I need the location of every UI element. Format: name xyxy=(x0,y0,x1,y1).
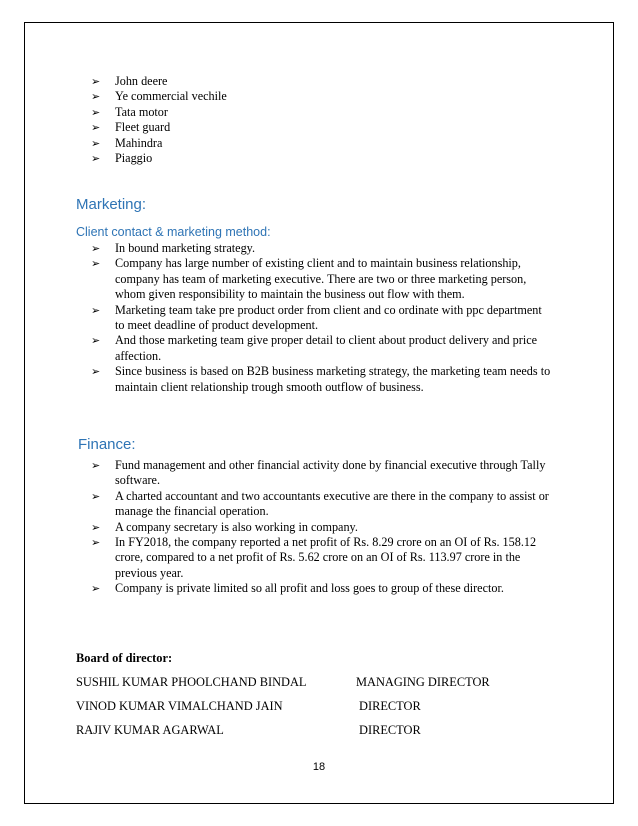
list-item xyxy=(91,74,227,89)
list-item-text: Mahindra xyxy=(115,135,163,150)
arrow-bullet-icon: ➢ xyxy=(91,303,101,317)
arrow-bullet-icon: ➢ xyxy=(91,536,101,550)
arrow-bullet-icon: ➢ xyxy=(91,365,101,379)
list-item-text: Piaggio xyxy=(115,151,153,166)
arrow-bullet-icon: ➢ xyxy=(91,242,101,255)
list-item-line: maintain client relationship trough smooth outflow of business. xyxy=(115,379,424,394)
list-item-line: to meet deadline of product development. xyxy=(115,318,319,333)
arrow-bullet-icon: ➢ xyxy=(91,75,101,88)
arrow-bullet-icon: ➢ xyxy=(91,121,101,135)
list-item xyxy=(91,489,549,520)
list-item-line: A company secretary is also working in company. xyxy=(115,519,358,534)
list-item xyxy=(91,333,550,364)
list-item xyxy=(91,241,550,256)
director-role: DIRECTOR xyxy=(359,723,421,737)
list-item-line: previous year. xyxy=(115,565,184,580)
list-item xyxy=(91,458,549,489)
list-item-line: Since business is based on B2B business marketing strategy, the marketing team needs to xyxy=(115,364,551,379)
director-name: VINOD KUMAR VIMALCHAND JAIN xyxy=(76,699,283,713)
list-item xyxy=(91,581,549,596)
list-item-line: affection. xyxy=(115,348,162,363)
arrow-bullet-icon: ➢ xyxy=(91,90,101,104)
director-role: DIRECTOR xyxy=(359,699,421,713)
arrow-bullet-icon: ➢ xyxy=(91,152,101,166)
list-item-line: Company is private limited so all profit and loss goes to group of these director. xyxy=(115,581,504,596)
list-item xyxy=(91,303,550,334)
list-item-text: John deere xyxy=(115,74,168,88)
list-item-line: manage the financial operation. xyxy=(115,504,269,519)
marketing-heading: Marketing: xyxy=(76,196,147,213)
list-item-line: Company has large number of existing client and to maintain business relationship, xyxy=(115,256,521,271)
list-item-line: whom given responsibility to maintain the business out flow with them. xyxy=(115,287,465,302)
arrow-bullet-icon: ➢ xyxy=(91,489,101,503)
company-list xyxy=(91,74,227,166)
list-item-line: crore, compared to a net profit of Rs. 5.62 crore on an OI of Rs. 113.97 crore in the xyxy=(115,550,521,565)
arrow-bullet-icon: ➢ xyxy=(91,334,101,348)
arrow-bullet-icon: ➢ xyxy=(91,582,101,596)
list-item-line: software. xyxy=(115,473,161,488)
board-heading: Board of director: xyxy=(76,651,173,665)
finance-heading: Finance: xyxy=(78,436,136,453)
list-item xyxy=(91,520,549,535)
list-item xyxy=(91,535,549,581)
list-item xyxy=(91,120,227,135)
list-item-line: A charted accountant and two accountants executive are there in the company to assist or xyxy=(115,488,549,503)
list-item-line: And those marketing team give proper detail to client about product delivery and price xyxy=(115,333,538,348)
director-name: RAJIV KUMAR AGARWAL xyxy=(76,723,224,737)
list-item-text: Tata motor xyxy=(115,104,168,119)
list-item-line: company has team of marketing executive. There are two or three marketing person, xyxy=(115,271,527,286)
list-item-line: In FY2018, the company reported a net profit of Rs. 8.29 crore on an OI of Rs. 158.12 xyxy=(115,535,537,550)
list-item-line: Marketing team take pre product order from client and co ordinate with ppc department xyxy=(115,302,542,317)
list-item xyxy=(91,105,227,120)
marketing-list xyxy=(91,241,550,395)
list-item xyxy=(91,136,227,151)
list-item-line: Fund management and other financial activity done by financial executive through Tally xyxy=(115,458,546,472)
list-item xyxy=(91,89,227,104)
list-item xyxy=(91,256,550,302)
list-item-line: In bound marketing strategy. xyxy=(115,241,256,255)
list-item xyxy=(91,151,227,166)
list-item xyxy=(91,364,550,395)
page-number: 18 xyxy=(312,761,326,773)
finance-list xyxy=(91,458,549,597)
list-item-text: Ye commercial vechile xyxy=(115,89,227,104)
arrow-bullet-icon: ➢ xyxy=(91,520,101,534)
arrow-bullet-icon: ➢ xyxy=(91,136,101,150)
director-name: SUSHIL KUMAR PHOOLCHAND BINDAL xyxy=(76,675,307,689)
marketing-subheading: Client contact & marketing method: xyxy=(76,225,271,239)
arrow-bullet-icon: ➢ xyxy=(91,105,101,119)
director-role: MANAGING DIRECTOR xyxy=(356,675,490,689)
arrow-bullet-icon: ➢ xyxy=(91,257,101,271)
arrow-bullet-icon: ➢ xyxy=(91,459,101,472)
list-item-text: Fleet guard xyxy=(115,120,171,135)
